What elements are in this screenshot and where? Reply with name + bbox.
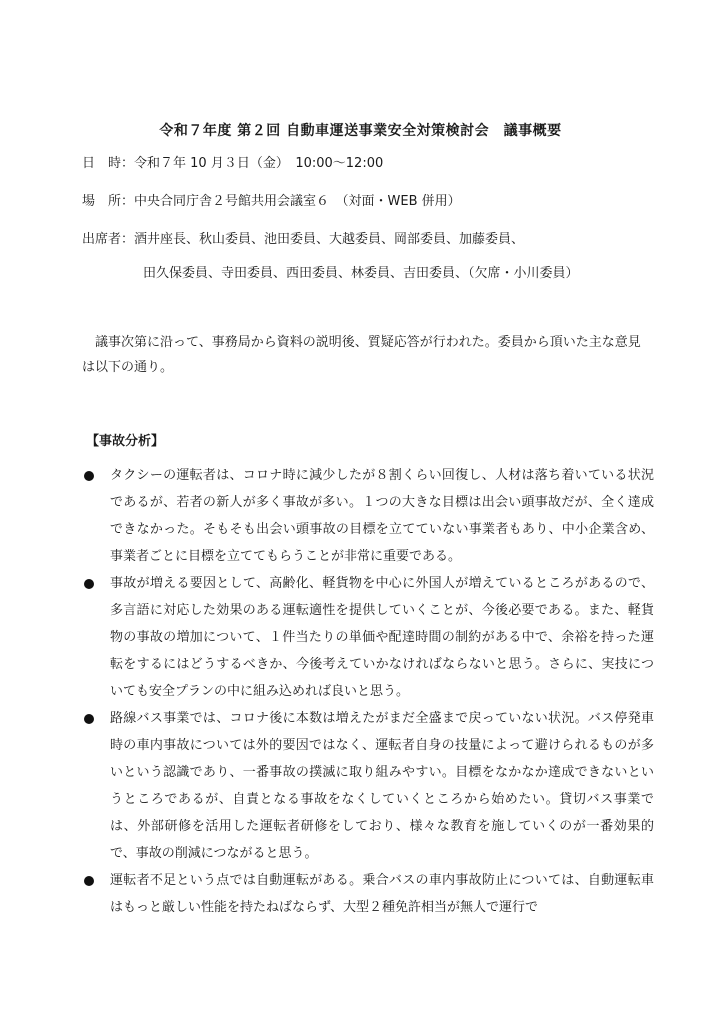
- attendees-line-1: 酒井座長、秋山委員、池田委員、大越委員、岡部委員、加藤委員、: [134, 232, 525, 247]
- place-value: 中央合同庁舎２号館共用会議室６ （対面・WEB 併用）: [134, 194, 461, 209]
- list-item: [82, 570, 654, 705]
- section-heading: 【事故分析】: [86, 434, 165, 449]
- attendees-label: 出席者：: [82, 232, 135, 247]
- list-item-text: タクシーの運転者は、コロナ時に減少したが８割くらい回復し、人材は落ち着いている状況であるが、若者の新人が多く事故が多い。１つの大きな目標は出会い頭事故だが、全く達成できなかった。そもそも出会い頭事故の目標を立てていない事業者もあり、中小企業含め、事業者ごとに目標を立ててもらうことが非常に重要である。: [110, 468, 654, 564]
- bullet-icon: [84, 471, 94, 481]
- page-title: 令和７年度 第２回 自動車運送事業安全対策検討会 議事概要: [159, 123, 562, 139]
- date-row: [82, 152, 383, 171]
- place-label: 場 所：: [82, 194, 135, 209]
- opinion-list: [82, 462, 654, 921]
- list-item: [82, 867, 654, 921]
- intro-paragraph: 議事次第に沿って、事務局から資料の説明後、質疑応答が行われた。委員から頂いた主な意見は以下の通り。: [82, 335, 641, 375]
- attendees-line-2: 田久保委員、寺田委員、西田委員、林委員、吉田委員、（欠席・小川委員）: [143, 266, 579, 281]
- place-row: [82, 190, 461, 209]
- list-item-text: 運転者不足という点では自動運転がある。乗合バスの車内事故防止については、自動運転車はもっと厳しい性能を持たねばならず、大型２種免許相当が無人で運行で: [110, 873, 654, 915]
- bullet-icon: [84, 876, 94, 886]
- list-item-text: 事故が増える要因として、高齢化、軽貨物を中心に外国人が増えているところがあるので、多言語に対応した効果のある運転適性を提供していくことが、今後必要である。また、軽貨物の事故の増加について、１件当たりの単価や配達時間の制約がある中で、余裕を持った運転をするにはどうするべきか、今後考えていかなければならないと思う。さらに、実技についても安全プランの中に組み込めれば良いと思う。: [110, 576, 654, 699]
- date-label: 日 時：: [82, 156, 135, 171]
- list-item: [82, 462, 654, 570]
- attendees-row-continued: [143, 262, 579, 281]
- list-item: [82, 705, 654, 867]
- attendees-row: [82, 228, 524, 247]
- bullet-icon: [84, 579, 94, 589]
- list-item-text: 路線バス事業では、コロナ後に本数は増えたがまだ全盛まで戻っていない状況。バス停発車時の車内事故については外的要因ではなく、運転者自身の技量によって避けられるものが多いという認識であり、一番事故の撲滅に取り組みやすい。目標をなかなか達成できないというところであるが、自責となる事故をなくしていくところから始めたい。貸切バス事業では、外部研修を活用した運転者研修をしており、様々な教育を施していくのが一番効果的で、事故の削減につながると思う。: [110, 711, 654, 861]
- bullet-icon: [84, 714, 94, 724]
- date-value: 令和７年 10 月３日（金） 10:00～12:00: [134, 156, 384, 171]
